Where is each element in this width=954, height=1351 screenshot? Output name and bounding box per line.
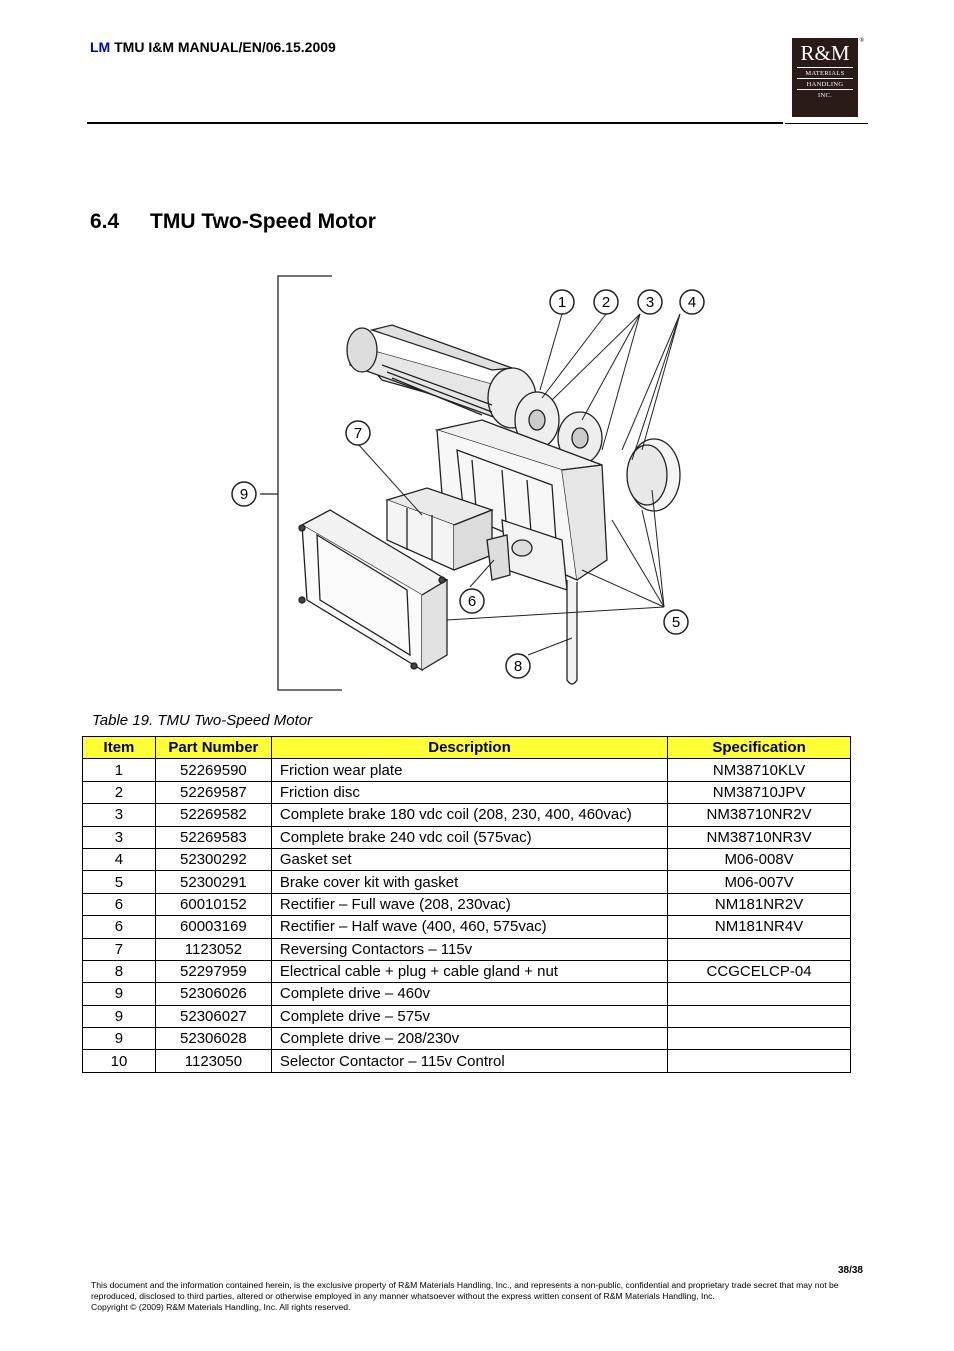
callout-6 <box>460 589 484 613</box>
cell-description: Complete brake 180 vdc coil (208, 230, 400, 460vac) <box>271 804 667 826</box>
cell-description: Brake cover kit with gasket <box>271 871 667 893</box>
cell-item: 6 <box>83 893 156 915</box>
cell-part-number: 52306026 <box>155 983 271 1005</box>
logo-line2: HANDLING <box>797 78 853 88</box>
cell-description: Friction wear plate <box>271 759 667 781</box>
cell-description: Electrical cable + plug + cable gland + nut <box>271 960 667 982</box>
cell-item: 1 <box>83 759 156 781</box>
copyright-notice: Copyright © (2009) R&M Materials Handling, Inc. All rights reserved. <box>91 1302 351 1312</box>
table-caption: Table 19. TMU Two-Speed Motor <box>92 712 313 729</box>
table-row <box>83 759 851 781</box>
cell-part-number: 1123050 <box>155 1050 271 1072</box>
column-header-part-number: Part Number <box>155 737 271 759</box>
callout-7 <box>346 421 370 445</box>
cell-item: 4 <box>83 848 156 870</box>
table-row <box>83 804 851 826</box>
callout-1 <box>550 290 574 314</box>
cell-part-number: 52306027 <box>155 1005 271 1027</box>
cell-description: Complete drive – 460v <box>271 983 667 1005</box>
cell-description: Rectifier – Full wave (208, 230vac) <box>271 893 667 915</box>
table-row <box>83 848 851 870</box>
table-row <box>83 871 851 893</box>
table-body <box>83 759 851 1072</box>
table-row <box>83 916 851 938</box>
cell-part-number: 60003169 <box>155 916 271 938</box>
section-title: TMU Two-Speed Motor <box>150 210 376 233</box>
logo-line3: INC. <box>797 89 853 99</box>
cell-part-number: 52269582 <box>155 804 271 826</box>
header-divider-right <box>785 123 868 124</box>
svg-text:4: 4 <box>687 294 697 311</box>
cell-part-number: 52269590 <box>155 759 271 781</box>
cell-specification <box>668 983 851 1005</box>
svg-text:3: 3 <box>645 294 655 311</box>
table-row <box>83 983 851 1005</box>
cell-specification: NM38710JPV <box>668 781 851 803</box>
cell-specification: M06-008V <box>668 848 851 870</box>
header-title: TMU I&M MANUAL/EN/06.15.2009 <box>114 39 336 55</box>
cell-part-number: 52269583 <box>155 826 271 848</box>
cell-item: 6 <box>83 916 156 938</box>
svg-text:7: 7 <box>353 425 363 442</box>
header-prefix: LM <box>90 39 111 55</box>
motor-body <box>347 325 536 428</box>
column-header-description: Description <box>271 737 667 759</box>
cell-specification: NM38710KLV <box>668 759 851 781</box>
column-header-item: Item <box>83 737 156 759</box>
svg-text:8: 8 <box>513 658 523 675</box>
cell-specification <box>668 938 851 960</box>
cell-specification <box>668 1028 851 1050</box>
cell-description: Complete drive – 208/230v <box>271 1028 667 1050</box>
drive-bracket <box>278 276 342 690</box>
svg-text:9: 9 <box>239 486 249 503</box>
table-row <box>83 826 851 848</box>
table-row <box>83 893 851 915</box>
table-row <box>83 781 851 803</box>
cell-item: 7 <box>83 938 156 960</box>
table-row <box>83 1050 851 1072</box>
header-divider <box>87 122 783 124</box>
cell-specification: M06-007V <box>668 871 851 893</box>
logo-line1: MATERIALS <box>797 67 853 77</box>
section-heading <box>90 210 376 234</box>
cell-item: 3 <box>83 804 156 826</box>
cell-item: 5 <box>83 871 156 893</box>
svg-text:6: 6 <box>467 593 477 610</box>
cell-item: 9 <box>83 1005 156 1027</box>
logo-brand: R&M <box>800 41 850 65</box>
cell-item: 10 <box>83 1050 156 1072</box>
confidentiality-notice: This document and the information contained herein, is the exclusive property of R&M Materials Handling, Inc., and represents a non-public, confidential and proprietary trade secret that may not be reproduced, disclosed to third parties, altered or otherwise employed in any manner whatsoever without the express written consent of R&M Materials Handling, Inc. <box>91 1280 839 1301</box>
callout-9 <box>232 482 256 506</box>
cell-item: 9 <box>83 1028 156 1050</box>
parts-table <box>82 736 851 1073</box>
table-row <box>83 1005 851 1027</box>
rectifier-part <box>487 535 510 580</box>
cell-item: 9 <box>83 983 156 1005</box>
cell-part-number: 52269587 <box>155 781 271 803</box>
cable-part <box>567 580 577 684</box>
legal-footer <box>91 1280 871 1313</box>
cell-part-number: 1123052 <box>155 938 271 960</box>
table-row <box>83 938 851 960</box>
cell-specification: NM38710NR3V <box>668 826 851 848</box>
cell-specification <box>668 1050 851 1072</box>
company-logo <box>792 38 864 117</box>
callout-4 <box>680 290 704 314</box>
cell-specification <box>668 1005 851 1027</box>
cell-item: 8 <box>83 960 156 982</box>
cell-part-number: 52297959 <box>155 960 271 982</box>
cell-item: 2 <box>83 781 156 803</box>
table-row <box>83 960 851 982</box>
cell-description: Complete drive – 575v <box>271 1005 667 1027</box>
callout-3 <box>638 290 662 314</box>
table-header-row <box>83 737 851 759</box>
cell-description: Gasket set <box>271 848 667 870</box>
logo-registered-mark: ® <box>859 38 864 44</box>
cell-description: Friction disc <box>271 781 667 803</box>
cell-part-number: 52306028 <box>155 1028 271 1050</box>
cell-description: Complete brake 240 vdc coil (575vac) <box>271 826 667 848</box>
callout-2 <box>594 290 618 314</box>
table-row <box>83 1028 851 1050</box>
cell-specification: NM38710NR2V <box>668 804 851 826</box>
motor-exploded-diagram <box>222 270 734 695</box>
cell-description: Rectifier – Half wave (400, 460, 575vac) <box>271 916 667 938</box>
column-header-specification: Specification <box>668 737 851 759</box>
cell-part-number: 60010152 <box>155 893 271 915</box>
svg-text:5: 5 <box>671 614 681 631</box>
callout-5 <box>664 610 688 634</box>
svg-text:2: 2 <box>601 294 611 311</box>
cell-description: Reversing Contactors – 115v <box>271 938 667 960</box>
cell-specification: CCGCELCP-04 <box>668 960 851 982</box>
cell-description: Selector Contactor – 115v Control <box>271 1050 667 1072</box>
callout-8 <box>506 654 530 678</box>
svg-text:1: 1 <box>557 294 567 311</box>
cell-item: 3 <box>83 826 156 848</box>
cell-part-number: 52300292 <box>155 848 271 870</box>
page-number: 38/38 <box>837 1265 863 1276</box>
section-number: 6.4 <box>90 210 120 233</box>
document-header <box>90 39 336 55</box>
cell-specification: NM181NR2V <box>668 893 851 915</box>
cell-specification: NM181NR4V <box>668 916 851 938</box>
cell-part-number: 52300291 <box>155 871 271 893</box>
